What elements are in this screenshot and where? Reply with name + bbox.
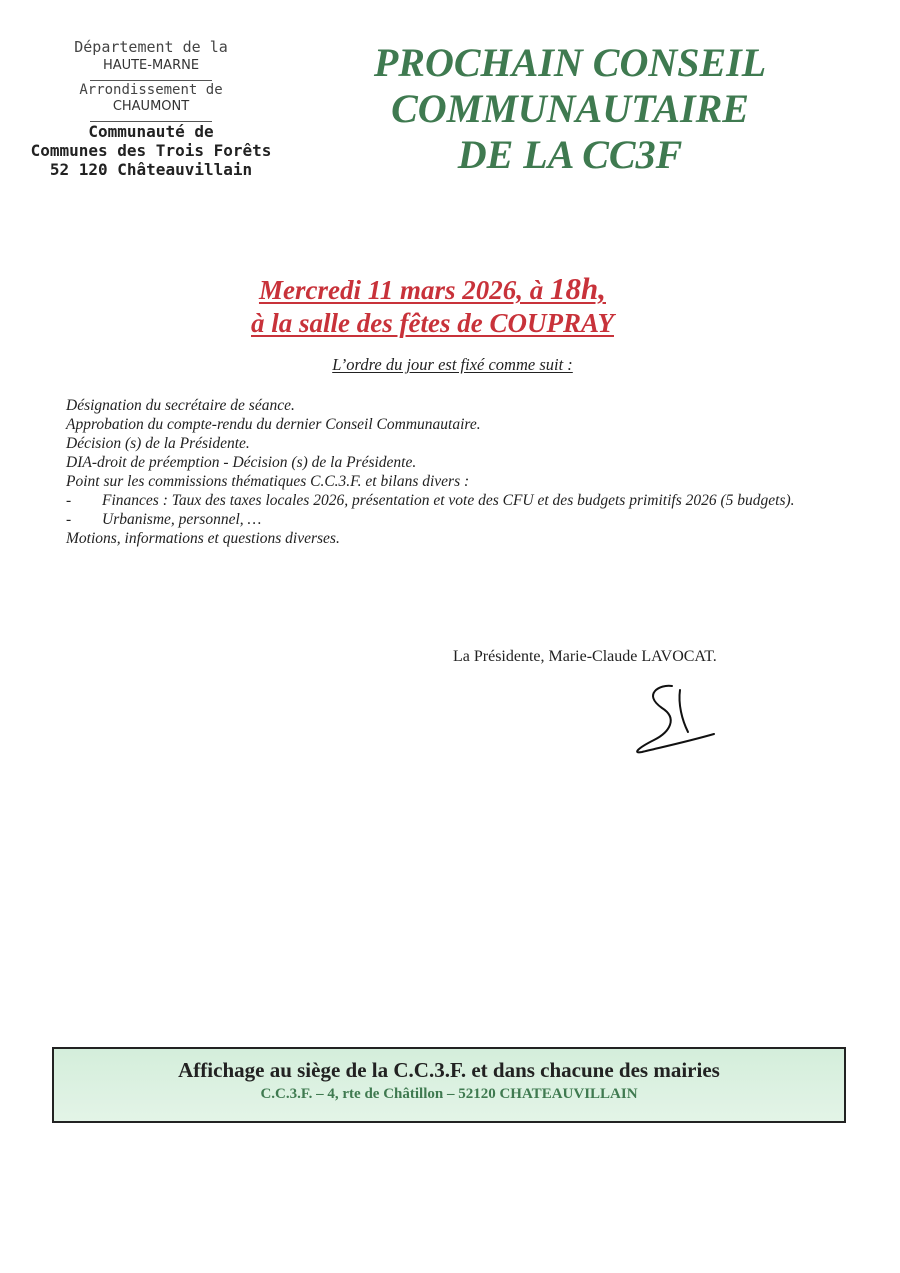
agenda-item: Approbation du compte-rendu du dernier Conseil Communautaire. — [66, 416, 481, 433]
agenda-intro: L’ordre du jour est fixé comme suit : — [332, 355, 573, 374]
agenda-item: Décision (s) de la Présidente. — [66, 435, 250, 452]
title-line1: PROCHAIN CONSEIL — [373, 40, 767, 85]
office-address: C.C.3.F. – 4, rte de Châtillon – 52120 CHATEAUVILLAIN — [260, 1086, 638, 1102]
meeting-hour: 18h, — [550, 271, 606, 306]
posting-notice — [52, 1047, 846, 1123]
agenda-subitem-text: Urbanisme, personnel, … — [102, 511, 262, 528]
community-address: 52 120 Châteauvillain — [49, 160, 253, 179]
signer-name: La Présidente, Marie-Claude LAVOCAT. — [453, 648, 717, 665]
agenda-subitem — [66, 510, 806, 529]
signature-stroke — [637, 686, 714, 753]
divider — [90, 80, 212, 81]
bullet-dash: - — [66, 511, 72, 528]
arrondissement-label: Arrondissement de — [79, 82, 223, 98]
meeting-date — [258, 271, 606, 306]
agenda-item: Désignation du secrétaire de séance. — [66, 397, 295, 414]
posting-notice-text: Affichage au siège de la C.C.3.F. et dans chacune des mairies — [178, 1058, 720, 1082]
meeting-location: à la salle des fêtes de COUPRAY — [251, 308, 614, 338]
bullet-dash: - — [66, 492, 72, 509]
title-line2: COMMUNAUTAIRE — [391, 86, 749, 131]
arrondissement-name: CHAUMONT — [112, 99, 190, 114]
handwritten-signature — [628, 680, 723, 760]
department-name: HAUTE-MARNE — [102, 58, 200, 73]
agenda-item: DIA-droit de préemption - Décision (s) de la Présidente. — [66, 454, 417, 471]
agenda-subitem-text: Finances : Taux des taxes locales 2026, présentation et vote des CFU et des budgets primitifs 2026 (5 budgets). — [102, 492, 795, 509]
community-name-line2: Communes des Trois Forêts — [30, 141, 272, 160]
meeting-date-text: Mercredi 11 mars 2026, à — [258, 275, 550, 305]
community-name-line1: Communauté de — [88, 122, 214, 141]
agenda-list — [66, 396, 806, 548]
agenda-item: Motions, informations et questions diverses. — [66, 530, 340, 547]
issuer-header — [20, 38, 282, 179]
meeting-info — [180, 272, 685, 340]
agenda-item: Point sur les commissions thématiques C.C.3.F. et bilans divers : — [66, 473, 470, 490]
title-line3: DE LA CC3F — [457, 132, 683, 177]
department-label: Département de la — [74, 38, 228, 56]
agenda-subitem — [66, 491, 806, 510]
document-title — [330, 40, 810, 178]
signature-stroke — [679, 690, 688, 732]
